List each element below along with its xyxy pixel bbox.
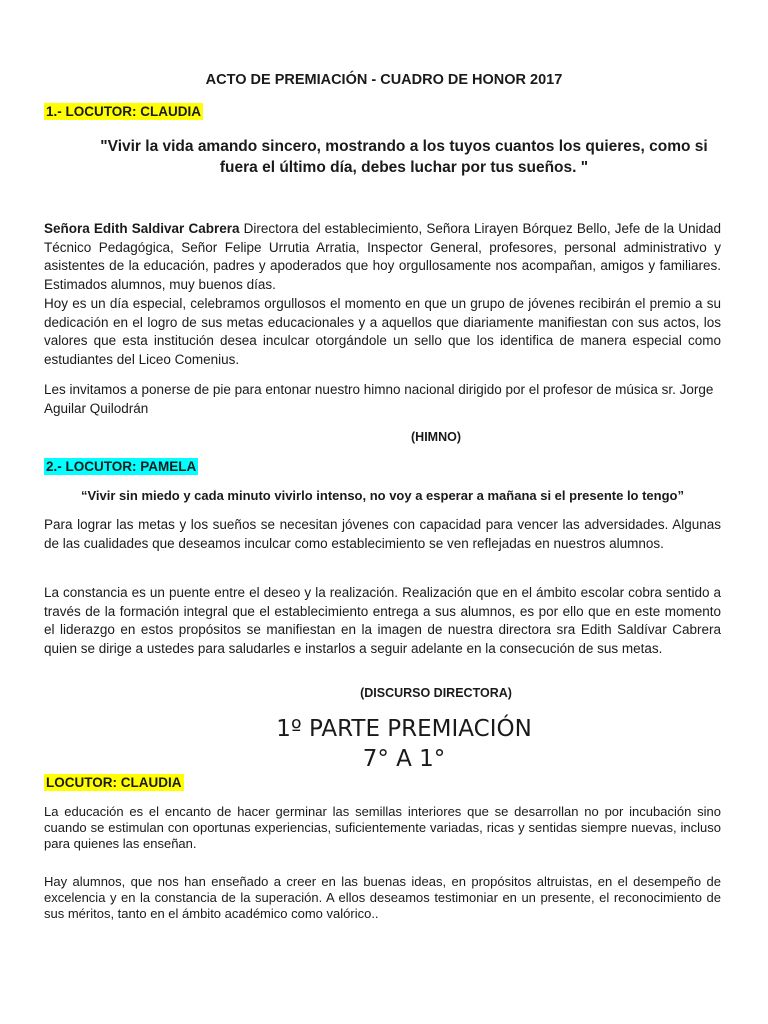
himno-marker: (HIMNO) bbox=[411, 430, 461, 444]
part-subtitle: 7° A 1° bbox=[362, 746, 446, 772]
document-title: ACTO DE PREMIACIÓN - CUADRO DE HONOR 2017 bbox=[205, 72, 563, 88]
goals-paragraph: Para lograr las metas y los sueños se necesitan jóvenes con capacidad para vencer las adversidades. Algunas de las cualidades que deseamos inculcar como establecimiento se ven reflejadas en nuestros alumnos. bbox=[44, 517, 721, 551]
speaker-2-text: 2.- LOCUTOR: PAMELA bbox=[46, 459, 197, 474]
part-title: 1º PARTE PREMIACIÓN bbox=[276, 716, 532, 742]
constancy-paragraph: La constancia es un puente entre el deseo y la realización. Realización que en el ámbito escolar cobra sentido a través de la formación integral que el establecimiento entrega a sus alumnos, es por ello que en este momento el liderazgo en estos propósitos se manifiestan en la imagen de nuestra directora sra Edith Saldívar Cabrera quien se dirige a ustedes para saludarles e instarlos a seguir adelante en la consecución de sus metas. bbox=[44, 585, 721, 656]
second-quote: “Vivir sin miedo y cada minuto vivirlo intenso, no voy a esperar a mañana si el presente lo tengo” bbox=[80, 488, 684, 503]
speaker-label-2 bbox=[44, 458, 198, 476]
greeting-bold-name: Señora Edith Saldivar Cabrera bbox=[44, 221, 240, 236]
speaker-label-3 bbox=[44, 774, 184, 792]
special-day-paragraph: Hoy es un día especial, celebramos orgullosos el momento en que un grupo de jóvenes recibirán el premio a su dedicación en el logro de sus metas educacionales y a aquellos que diariamente manifiestan con sus actos, los valores que esta institución desea inculcar otorgándole un sello que los identifica de manera especial como estudiantes del Liceo Comenius. bbox=[44, 296, 721, 367]
invite-paragraph: Les invitamos a ponerse de pie para entonar nuestro himno nacional dirigido por el profesor de música sr. Jorge Aguilar Quilodrán bbox=[44, 382, 714, 416]
students-paragraph: Hay alumnos, que nos han enseñado a creer en las buenas ideas, en propósitos altruistas, en el desempeño de excelencia y en la constancia de la superación. A ellos deseamos testimoniar en un presente, el reconocimiento de sus méritos, tanto en el ámbito académico como valórico.. bbox=[44, 874, 721, 921]
director-speech-marker: (DISCURSO DIRECTORA) bbox=[360, 686, 512, 700]
greeting-rest: Directora del establecimiento, Señora Lirayen Bórquez Bello, Jefe de la Unidad Técnico Pedagógica, Señor Felipe Urrutia Arratia, Inspector General, profesores, personal administrativo y asistentes de la educación, padres y apoderados que hoy orgullosamente nos acompañan, amigos y familiares. Estimados alumnos, muy buenos días. bbox=[44, 221, 721, 292]
greeting-paragraph bbox=[44, 220, 721, 294]
education-paragraph: La educación es el encanto de hacer germinar las semillas interiores que se desarrollan no por incubación sino cuando se estimulan con oportunas experiencias, suficientemente variadas, ricas y sentidas siempre nuevas, incluso para quienes las enseñan. bbox=[44, 804, 721, 851]
speaker-3-text: LOCUTOR: CLAUDIA bbox=[46, 775, 182, 790]
speaker-1-text: 1.- LOCUTOR: CLAUDIA bbox=[46, 104, 201, 119]
opening-quote: "Vivir la vida amando sincero, mostrando a los tuyos cuantos los quieres, como si fuera el último día, debes luchar por tus sueños. " bbox=[100, 138, 708, 176]
speaker-label-1 bbox=[44, 103, 203, 121]
